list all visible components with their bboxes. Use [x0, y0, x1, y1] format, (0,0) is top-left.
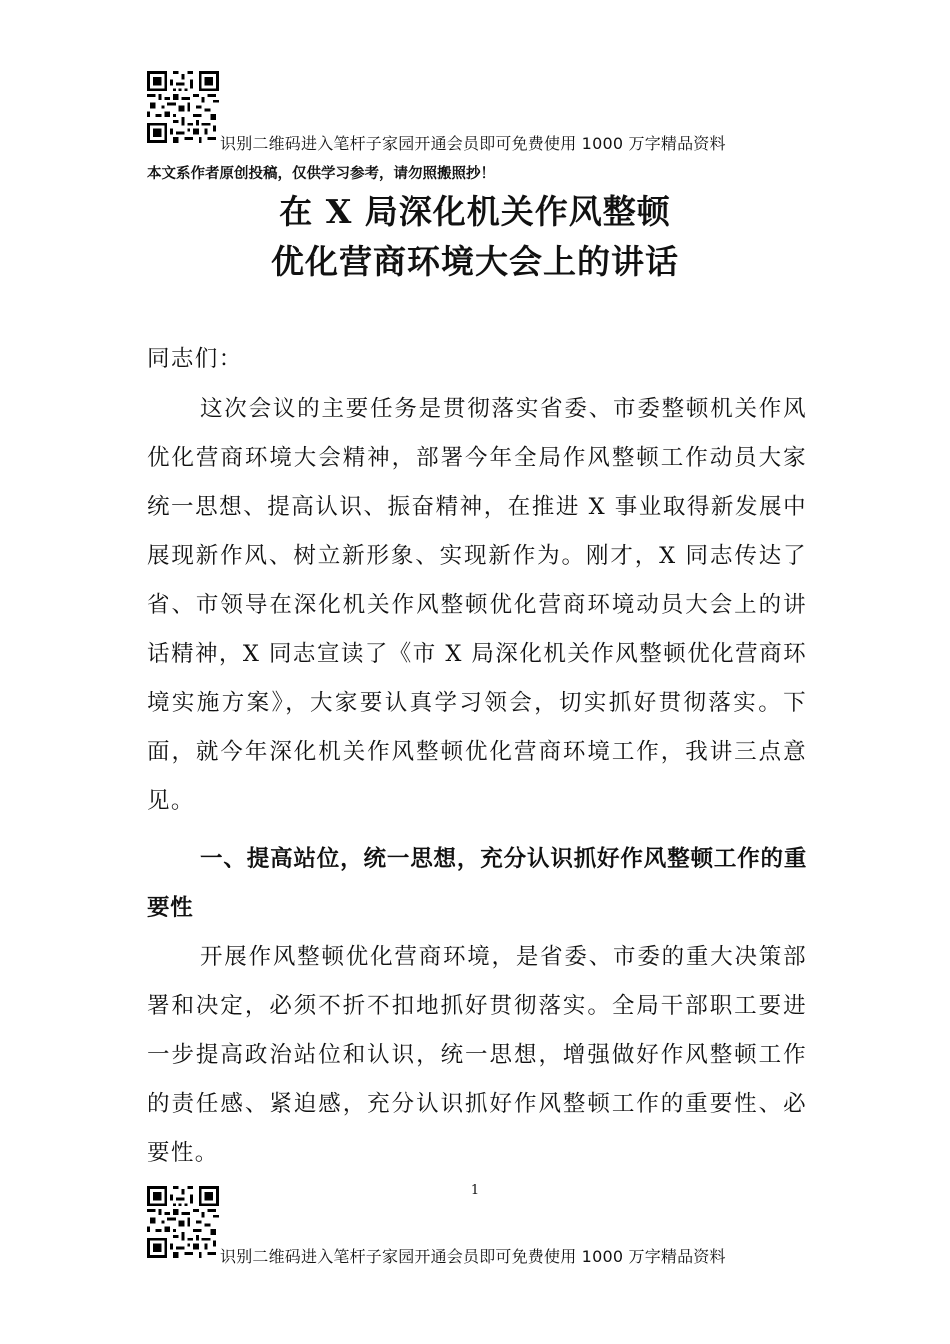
paragraph: 这次会议的主要任务是贯彻落实省委、市委整顿机关作风优化营商环境大会精神，部署今年全局作风整顿工作动员大家统一思想、提高认识、振奋精神，在推进 X 事业取得新发展中展现新作风、树立新形象、实现新作为。刚才，X 同志传达了省、市领导在深化机关作风整顿优化营商环境动员大会上的讲话精神，X 同志宣读了《市 X 局深化机关作风整顿优化营商环境实施方案》，大家要认真学习领会，切实抓好贯彻落实。下面，就今年深化机关作风整顿优化营商环境工作，我讲三点意见。: [147, 396, 807, 814]
page-number: 1: [470, 1183, 480, 1198]
qr-code-icon: [146, 71, 220, 143]
qr-code-icon: [146, 1186, 220, 1258]
section-heading: 一、提高站位，统一思想，充分认识抓好作风整顿工作的重要性: [147, 846, 807, 921]
footer-qr-code[interactable]: [146, 1186, 220, 1258]
paragraph: 开展作风整顿优化营商环境，是省委、市委的重大决策部署和决定，必须不折不扣地抓好贯彻落实。全局干部职工要进一步提高政治站位和认识，统一思想，增强做好作风整顿工作的责任感、紧迫感，充分认识抓好作风整顿工作的重要性、必要性。: [147, 944, 807, 1166]
document-title-line1: 在 X 局深化机关作风整顿: [279, 192, 671, 231]
document-title-line2: 优化营商环境大会上的讲话: [271, 242, 679, 281]
greeting: 同志们：: [147, 346, 243, 372]
header-qr-code[interactable]: [146, 71, 220, 143]
footer-ad-text: 识别二维码进入笔杆子家园开通会员即可免费使用 1000 万字精品资料: [220, 1247, 726, 1266]
copyright-notice: 本文系作者原创投稿，仅供学习参考，请勿照搬照抄！: [147, 165, 495, 182]
header-ad-text: 识别二维码进入笔杆子家园开通会员即可免费使用 1000 万字精品资料: [220, 134, 726, 153]
